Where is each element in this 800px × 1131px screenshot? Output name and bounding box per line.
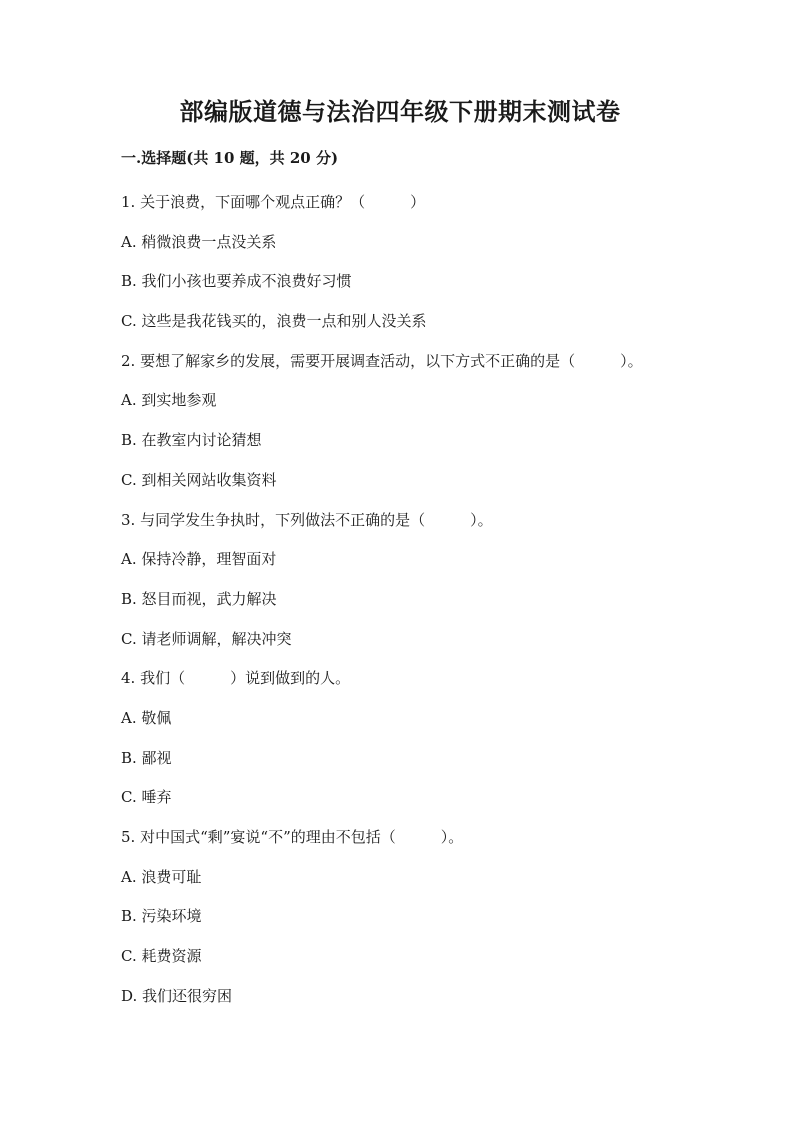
question-text: 1. 关于浪费，下面哪个观点正确？（ ） (121, 193, 426, 211)
page-title: 部编版道德与法治四年级下册期末测试卷 (179, 97, 621, 126)
option-text: A. 敬佩 (121, 708, 172, 727)
option-text: B. 在教室内讨论猜想 (121, 431, 262, 450)
section-heading: 一.选择题(共 10 题，共 20 分) (121, 149, 339, 167)
option-text: C. 耗费资源 (121, 947, 202, 966)
option-text: B. 鄙视 (121, 748, 172, 767)
option-text: C. 这些是我花钱买的，浪费一点和别人没关系 (121, 312, 427, 331)
option-text: A. 到实地参观 (121, 391, 217, 410)
option-text: B. 我们小孩也要养成不浪费好习惯 (121, 272, 352, 291)
option-text: A. 保持冷静，理智面对 (121, 550, 277, 569)
option-text: C. 到相关网站收集资料 (121, 470, 277, 489)
option-text: B. 怒目而视，武力解决 (121, 589, 277, 608)
question-text: 5. 对中国式“剩”宴说“不”的理由不包括（ ）。 (121, 828, 464, 846)
option-text: D. 我们还很穷困 (121, 986, 233, 1005)
option-text: A. 浪费可耻 (121, 867, 202, 886)
option-text: A. 稍微浪费一点没关系 (121, 232, 277, 251)
question-list (121, 183, 741, 1016)
question-text: 2. 要想了解家乡的发展，需要开展调查活动，以下方式不正确的是（ ）。 (121, 351, 643, 370)
option-text: B. 污染环境 (121, 907, 202, 926)
question-text: 3. 与同学发生争执时，下列做法不正确的是（ ）。 (121, 510, 493, 529)
option-text: C. 唾弃 (121, 788, 172, 807)
question-text: 4. 我们（ ）说到做到的人。 (121, 669, 351, 688)
option-text: C. 请老师调解，解决冲突 (121, 629, 292, 648)
